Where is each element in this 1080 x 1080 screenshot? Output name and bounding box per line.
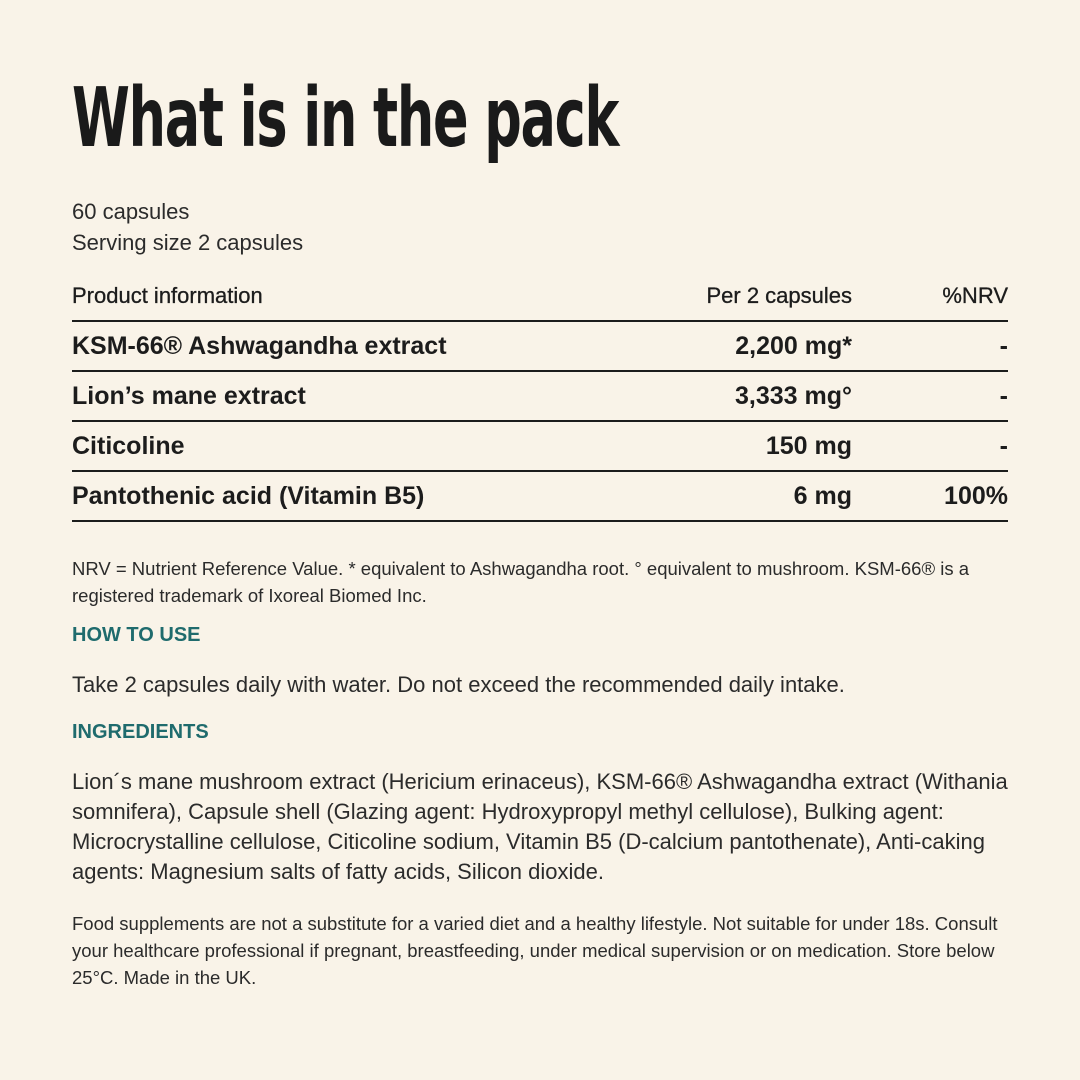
row-name: Citicoline (72, 431, 185, 460)
table-row (72, 322, 1008, 372)
row-amount: 3,333 mg° (734, 381, 852, 410)
serving-size: Serving size 2 capsules (72, 230, 304, 255)
nutrition-table (72, 272, 1008, 522)
table-row (72, 422, 1008, 472)
table-row (72, 472, 1008, 522)
disclaimer-text: Food supplements are not a substitute for a varied diet and a healthy lifestyle. Not suitable for under 18s. Consult your healthcare professional if pregnant, breastfeeding, under medical supervision or on medication. Store below 25°C. Made in the UK. (72, 913, 998, 988)
table-header-row (72, 272, 1008, 322)
row-name: KSM-66® Ashwagandha extract (72, 331, 447, 360)
table-row (72, 372, 1008, 422)
header-nrv: %NRV (942, 283, 1008, 308)
pack-info (72, 196, 303, 258)
header-product-information: Product information (72, 283, 263, 308)
row-amount: 150 mg (765, 431, 852, 460)
header-per-2-capsules: Per 2 capsules (706, 283, 852, 308)
row-amount: 6 mg (793, 481, 852, 510)
ingredients-text: Lion´s mane mushroom extract (Hericium erinaceus), KSM-66® Ashwagandha extract (Withania somnifera), Capsule shell (Glazing agent: Hydroxypropyl methyl cellulose), Bulking agent: Microcrystalline cellulose, Citicoline sodium, Vitamin B5 (D-calcium pantothenate), Anti-caking agents: Magnesium salts of fatty acids, Silicon dioxide. (72, 769, 1008, 884)
nrv-footnote: NRV = Nutrient Reference Value. * equivalent to Ashwagandha root. ° equivalent to mushroom. KSM-66® is a registered trademark of Ixoreal Biomed Inc. (72, 558, 970, 606)
row-nrv: - (999, 331, 1008, 360)
row-amount: 2,200 mg* (735, 331, 852, 360)
row-nrv: 100% (944, 481, 1008, 510)
how-to-use-text: Take 2 capsules daily with water. Do not exceed the recommended daily intake. (72, 672, 845, 697)
row-nrv: - (999, 381, 1008, 410)
ingredients-heading: INGREDIENTS (72, 721, 209, 743)
capsule-count: 60 capsules (72, 199, 190, 224)
page-title: What is in the pack (72, 71, 619, 166)
row-name: Pantothenic acid (Vitamin B5) (72, 481, 425, 510)
row-name: Lion’s mane extract (72, 381, 306, 410)
row-nrv: - (999, 431, 1008, 460)
how-to-use-heading: HOW TO USE (72, 624, 201, 646)
